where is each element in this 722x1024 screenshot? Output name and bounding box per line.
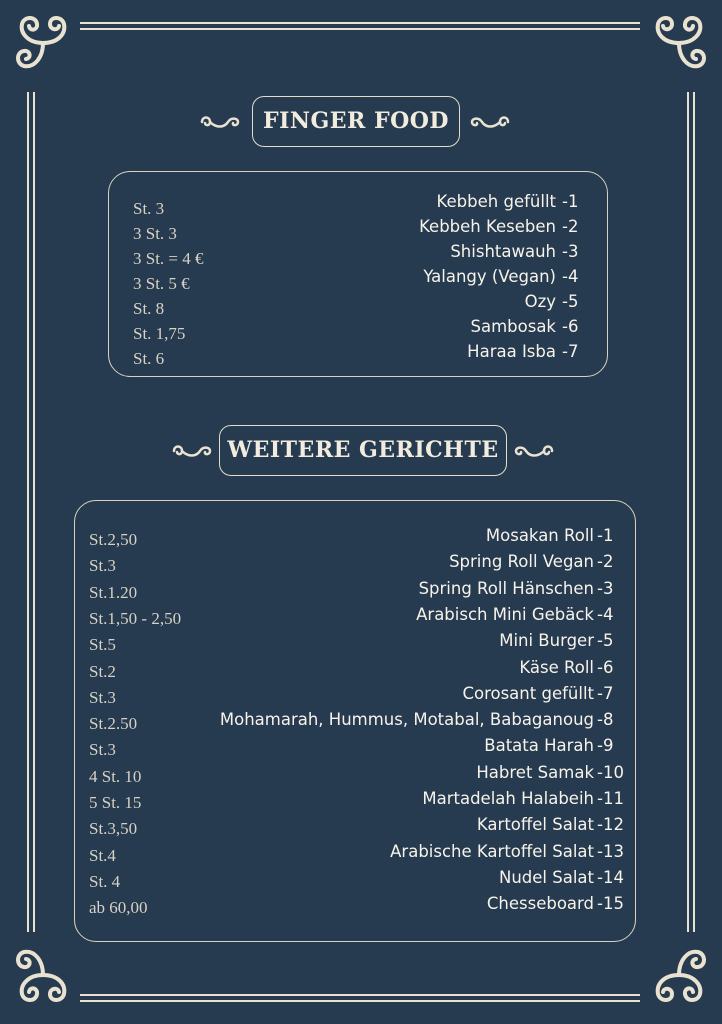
finger-food-title: FINGER FOOD bbox=[252, 96, 460, 147]
menu-item-price: 5 St. 15 bbox=[89, 793, 142, 812]
menu-item-number: -13 bbox=[597, 841, 624, 861]
corner-scroll-icon bbox=[8, 940, 78, 1010]
menu-item-name: Nudel Salat bbox=[498, 867, 594, 887]
menu-item-price: St.4 bbox=[89, 845, 116, 865]
frame-left-line-1 bbox=[27, 92, 29, 932]
swirl-ornament-icon bbox=[198, 112, 242, 132]
menu-item-number: -14 bbox=[597, 867, 624, 887]
menu-item-name: Martadelah Halabeih bbox=[422, 789, 594, 808]
menu-item-name: Arabisch Mini Gebäck bbox=[416, 604, 594, 624]
menu-item-price: St.3 bbox=[89, 556, 116, 576]
swirl-ornament-icon bbox=[468, 112, 512, 132]
menu-item-number: -15 bbox=[597, 894, 624, 914]
menu-item-number: -6 bbox=[562, 317, 579, 336]
menu-item-number: -4 bbox=[562, 267, 579, 286]
menu-item-price: 3 St. 3 bbox=[133, 224, 177, 243]
menu-item-number: -12 bbox=[597, 815, 624, 835]
menu-item-number: -3 bbox=[562, 242, 579, 261]
menu-item-number: -5 bbox=[597, 631, 614, 651]
menu-item-price: ab 60,00 bbox=[89, 898, 148, 918]
menu-item-number: -2 bbox=[597, 552, 614, 572]
menu-item-price: 4 St. 10 bbox=[89, 766, 142, 786]
swirl-ornament-icon bbox=[512, 441, 556, 461]
menu-item-price: St. 8 bbox=[133, 299, 165, 318]
menu-item-name: Habret Samak bbox=[476, 762, 594, 782]
menu-item-price: 3 St. = 4 € bbox=[133, 249, 204, 268]
menu-item-name: Käse Roll bbox=[519, 657, 594, 677]
menu-item-name: Shishtawauh bbox=[450, 242, 556, 261]
menu-item-name: Spring Roll Vegan bbox=[449, 552, 594, 572]
frame-top-line-1 bbox=[80, 22, 640, 24]
menu-item-number: -8 bbox=[597, 710, 614, 730]
menu-item-name: Arabische Kartoffel Salat bbox=[390, 841, 594, 861]
menu-item-name: Batata Harah bbox=[484, 736, 594, 756]
menu-item-name: Haraa Isba bbox=[467, 342, 556, 361]
menu-item-number: -1 bbox=[597, 526, 614, 545]
menu-item-price: St.1.20 bbox=[89, 582, 138, 602]
menu-item-number: -1 bbox=[562, 192, 579, 211]
menu-item-number: -9 bbox=[597, 736, 614, 756]
swirl-ornament-icon bbox=[170, 441, 214, 461]
menu-item-name: Ozy bbox=[524, 292, 556, 311]
menu-item-price: St.2 bbox=[89, 661, 116, 681]
menu-item-name: Kebbeh Keseben bbox=[419, 217, 556, 236]
menu-item-number: -6 bbox=[597, 657, 614, 677]
menu-item-name: Sambosak bbox=[470, 317, 556, 336]
frame-bottom-line-1 bbox=[80, 994, 640, 996]
menu-item-number: -5 bbox=[562, 292, 579, 311]
menu-item-name: Corosant gefüllt bbox=[462, 683, 594, 703]
weitere-gerichte-title: WEITERE GERICHTE bbox=[219, 425, 507, 476]
menu-item-price: St.3 bbox=[89, 740, 116, 760]
menu-item-price: St.2,50 bbox=[89, 530, 138, 549]
frame-bottom-line-2 bbox=[80, 1000, 640, 1002]
menu-item-name: Kartoffel Salat bbox=[476, 815, 594, 835]
menu-item-number: -4 bbox=[597, 604, 614, 624]
frame-right-line-1 bbox=[687, 92, 689, 932]
menu-item-number: -10 bbox=[597, 762, 624, 782]
menu-item-price: St.1,50 - 2,50 bbox=[89, 608, 182, 628]
menu-item-price: St. 1,75 bbox=[133, 324, 186, 343]
menu-item-price: St.5 bbox=[89, 635, 116, 655]
menu-item-name: Spring Roll Hänschen bbox=[418, 578, 594, 598]
menu-item-number: -7 bbox=[562, 342, 579, 361]
corner-scroll-icon bbox=[644, 8, 714, 78]
corner-scroll-icon bbox=[644, 940, 714, 1010]
menu-item-name: Kebbeh gefüllt bbox=[436, 192, 556, 211]
menu-item-price: St. 6 bbox=[133, 349, 165, 368]
menu-item-number: -7 bbox=[597, 683, 614, 703]
menu-item-number: -2 bbox=[562, 217, 579, 236]
corner-scroll-icon bbox=[8, 8, 78, 78]
frame-left-line-2 bbox=[33, 92, 35, 932]
menu-item-name: Mohamarah, Hummus, Motabal, Babaganoug bbox=[219, 710, 594, 730]
menu-item-number: -11 bbox=[597, 789, 624, 808]
menu-item-name: Chesseboard bbox=[486, 894, 594, 914]
menu-item-name: Mosakan Roll bbox=[485, 526, 594, 545]
menu-item-name: Yalangy (Vegan) bbox=[423, 267, 556, 286]
menu-item-price: 3 St. 5 € bbox=[133, 274, 190, 293]
menu-item-price: St. 3 bbox=[133, 199, 165, 218]
menu-item-price: St.3,50 bbox=[89, 819, 138, 839]
menu-item-price: St.3 bbox=[89, 687, 116, 707]
menu-item-price: St.2.50 bbox=[89, 714, 138, 734]
menu-item-price: St. 4 bbox=[89, 871, 121, 891]
menu-item-name: Mini Burger bbox=[499, 631, 594, 651]
frame-top-line-2 bbox=[80, 28, 640, 30]
frame-right-line-2 bbox=[693, 92, 695, 932]
menu-item-number: -3 bbox=[597, 578, 614, 598]
